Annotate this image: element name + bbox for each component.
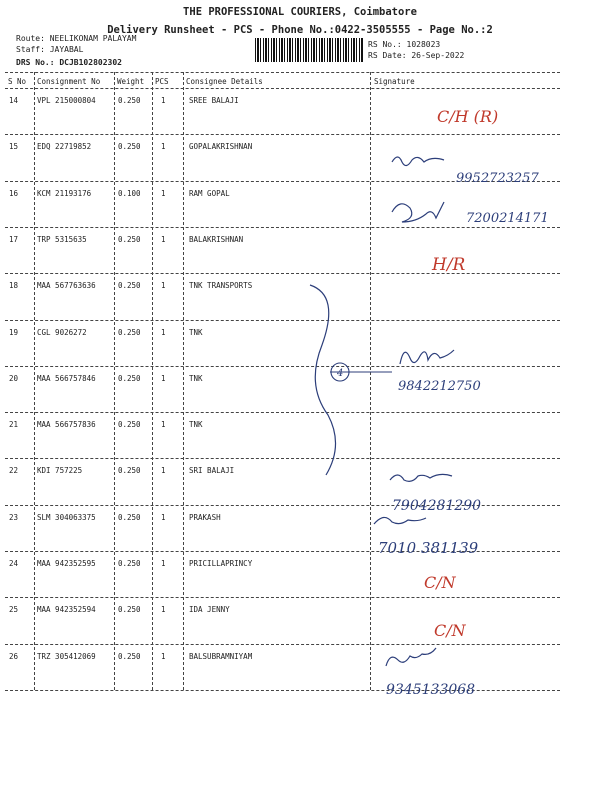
cell-sno: 21 — [9, 420, 19, 430]
cell-weight: 0.250 — [118, 605, 141, 615]
cell-pcs: 1 — [161, 188, 166, 198]
handwritten-phone: 9952723257 — [456, 171, 539, 186]
cell-sno: 19 — [9, 327, 19, 337]
cell-consignee: SRI BALAJI — [189, 466, 235, 476]
cell-weight: 0.250 — [118, 466, 141, 476]
handwritten-note: C/H (R) — [437, 107, 499, 126]
signature-scribble — [390, 474, 452, 481]
rs-date: RS Date: 26-Sep-2022 — [368, 51, 465, 60]
cell-weight: 0.250 — [118, 512, 141, 522]
cell-pcs: 1 — [161, 466, 166, 476]
cell-consignee: BALAKRISHNAN — [189, 234, 244, 244]
handwritten-phone: 7200214171 — [466, 211, 549, 226]
signature-scribble — [386, 648, 436, 666]
cell-consignee: IDA JENNY — [189, 605, 230, 615]
cell-sno: 16 — [9, 188, 19, 198]
cell-pcs: 1 — [161, 559, 166, 568]
cell-consignee: TNK TRANSPORTS — [189, 281, 253, 291]
cell-weight: 0.250 — [118, 327, 141, 337]
cell-cno: MAA 942352595 — [37, 559, 96, 568]
rs-number: RS No.: 1028023 — [368, 40, 441, 49]
drs-number: DRS No.: DCJB102802302 — [16, 58, 122, 67]
cell-pcs: 1 — [161, 512, 166, 522]
cell-sno: 25 — [9, 605, 19, 615]
signature-scribble — [374, 517, 426, 524]
cell-pcs: 1 — [161, 142, 166, 152]
cell-cno: SLM 304063375 — [37, 512, 96, 522]
cell-consignee: PRAKASH — [189, 512, 221, 522]
route-label: Route: NEELIKONAM PALAYAM — [16, 34, 137, 43]
cell-sno: 20 — [9, 373, 19, 383]
cell-cno: TRZ 305412069 — [37, 651, 96, 661]
document-subtitle: Delivery Runsheet - PCS - Phone No.:0422-3505555 - Page No.:2 — [107, 24, 493, 36]
col-header-consignment: Consignment No — [37, 77, 101, 86]
cell-cno: MAA 942352594 — [37, 605, 96, 615]
cell-sno: 15 — [9, 142, 19, 152]
col-header-signature: Signature — [374, 77, 415, 86]
col-header-pcs: PCS — [155, 77, 169, 86]
col-header-consignee: Consignee Details — [186, 77, 263, 86]
cell-cno: KDI 757225 — [37, 466, 83, 476]
staff-label: Staff: JAYABAL — [16, 45, 84, 54]
cell-consignee: TNK — [189, 373, 203, 383]
cell-sno: 18 — [9, 281, 19, 291]
handwritten-phone: 9842212750 — [398, 379, 481, 394]
cell-pcs: 1 — [161, 373, 166, 383]
cell-consignee: BALSUBRAMNIYAM — [189, 651, 253, 661]
cell-sno: 23 — [9, 512, 19, 522]
handwritten-note: C/N — [424, 573, 456, 592]
cell-pcs: 1 — [161, 281, 166, 291]
cell-cno: TRP 5315635 — [37, 234, 87, 244]
cell-pcs: 1 — [161, 651, 166, 661]
handwritten-phone: 9345133068 — [386, 682, 476, 698]
cell-weight: 0.100 — [118, 188, 141, 198]
cell-cno: EDQ 22719852 — [37, 142, 92, 152]
cell-cno: CGL 9026272 — [37, 327, 87, 337]
cell-sno: 24 — [9, 559, 19, 568]
signature-scribble — [400, 350, 454, 364]
cell-weight: 0.250 — [118, 281, 141, 291]
cell-weight: 0.250 — [118, 373, 141, 383]
cell-pcs: 1 — [161, 327, 166, 337]
cell-sno: 26 — [9, 651, 19, 661]
handwritten-note: C/N — [434, 621, 466, 640]
cell-weight: 0.250 — [118, 234, 141, 244]
handwritten-phone: 7010 381139 — [378, 539, 479, 557]
bracket-curve — [310, 285, 336, 475]
cell-pcs: 1 — [161, 96, 166, 105]
cell-weight: 0.250 — [118, 651, 141, 661]
handwritten-phone: 7904281290 — [392, 498, 482, 514]
cell-consignee: TNK — [189, 420, 203, 430]
cell-weight: 0.250 — [118, 96, 141, 105]
cell-sno: 22 — [9, 466, 19, 476]
handwritten-note: H/R — [432, 255, 466, 275]
cell-cno: MAA 566757836 — [37, 420, 96, 430]
cell-sno: 17 — [9, 234, 19, 244]
cell-consignee: RAM GOPAL — [189, 188, 230, 198]
cell-cno: MAA 566757846 — [37, 373, 96, 383]
cell-weight: 0.250 — [118, 420, 141, 430]
cell-consignee: SREE BALAJI — [189, 96, 239, 105]
cell-weight: 0.250 — [118, 142, 141, 152]
signature-scribble — [392, 202, 444, 222]
cell-pcs: 1 — [161, 605, 166, 615]
cell-cno: KCM 21193176 — [37, 188, 92, 198]
cell-consignee: GOPALAKRISHNAN — [189, 142, 253, 152]
col-header-weight: Weight — [117, 77, 145, 86]
cell-sno: 14 — [9, 96, 19, 105]
cell-cno: VPL 215000804 — [37, 96, 96, 105]
cell-weight: 0.250 — [118, 559, 141, 568]
document-title: THE PROFESSIONAL COURIERS, Coimbatore — [183, 6, 417, 18]
signature-scribble — [392, 157, 444, 166]
circled-number-text: 4 — [337, 368, 344, 379]
col-header-sno: S No — [8, 77, 27, 86]
cell-cno: MAA 567763636 — [37, 281, 96, 291]
cell-pcs: 1 — [161, 420, 166, 430]
cell-consignee: TNK — [189, 327, 203, 337]
cell-pcs: 1 — [161, 234, 166, 244]
cell-consignee: PRICILLAPRINCY — [189, 559, 253, 568]
